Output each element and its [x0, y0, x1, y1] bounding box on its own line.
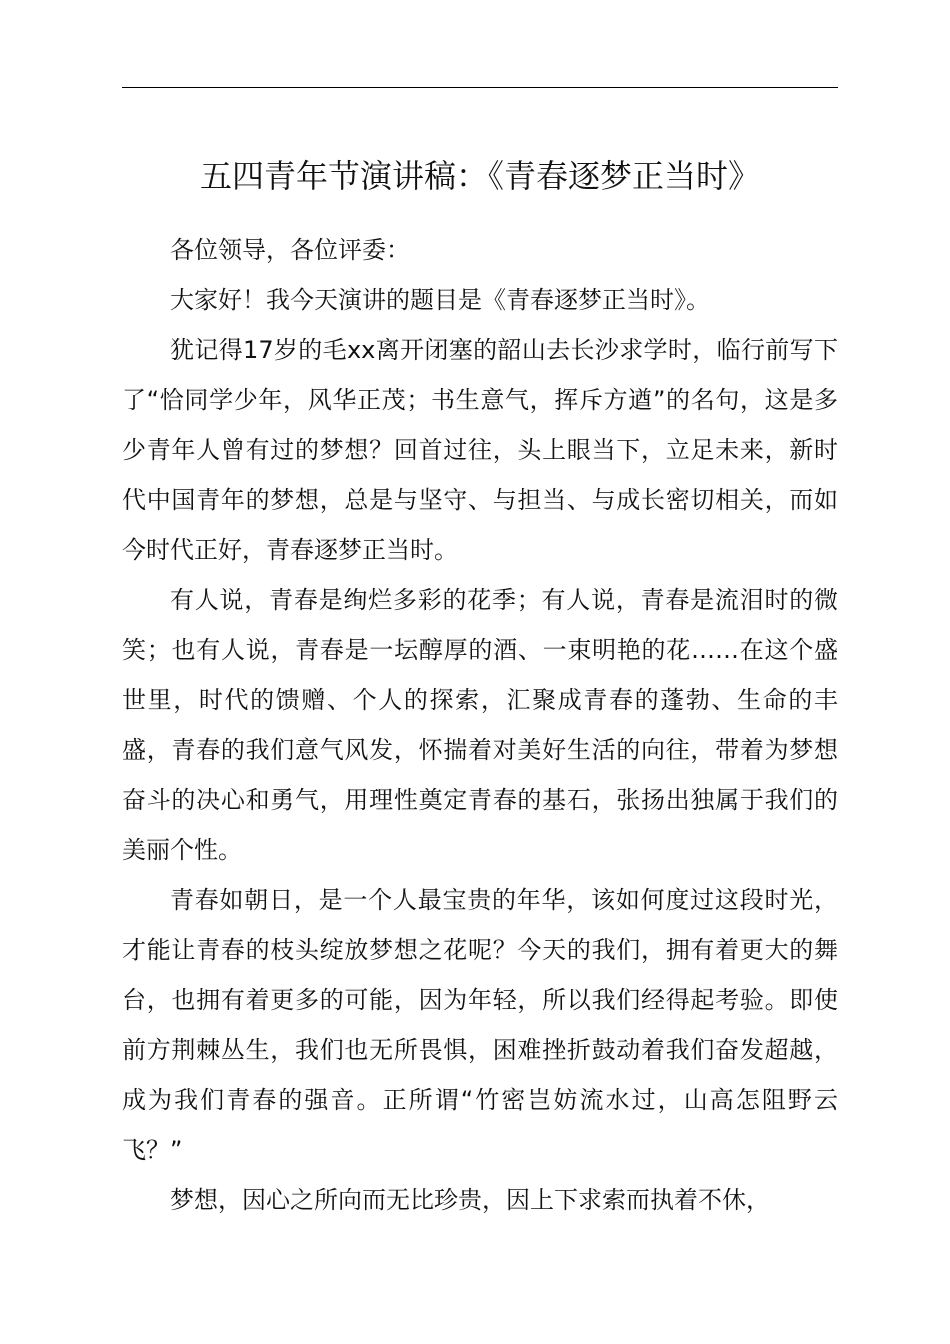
page-title: 五四青年节演讲稿：《青春逐梦正当时》 — [199, 157, 760, 195]
paragraph-salutation: 各位领导，各位评委： — [170, 236, 410, 264]
paragraph-4: 梦想，因心之所向而无比珍贵，因上下求索而执着不休， — [170, 1186, 770, 1214]
speech-body — [122, 225, 838, 1225]
paragraph-3: 青春如朝日，是一个人最宝贵的年华，该如何度过这段时光，才能让青春的枝头绽放梦想之花呢？今天的我们，拥有着更大的舞台，也拥有着更多的可能，因为年轻，所以我们经得起考验。即使前方荆棘丛生，我们也无所畏惧，困难挫折鼓动着我们奋发超越，成为我们青春的强音。正所谓“竹密岂妨流水过，山高怎阻野云飞？” — [122, 886, 838, 1164]
paragraph-2: 有人说，青春是绚烂多彩的花季；有人说，青春是流泪时的微笑；也有人说，青春是一坛醇厚的酒、一束明艳的花……在这个盛世里，时代的馈赠、个人的探索，汇聚成青春的蓬勃、生命的丰盛，青春的我们意气风发，怀揣着对美好生活的向往，带着为梦想奋斗的决心和勇气，用理性奠定青春的基石，张扬出独属于我们的美丽个性。 — [122, 586, 838, 864]
paragraph-1: 犹记得17岁的毛xx离开闭塞的韶山去长沙求学时，临行前写下了“恰同学少年，风华正茂；书生意气，挥斥方遒”的名句，这是多少青年人曾有过的梦想？回首过往，头上眼当下，立足未来，新时代中国青年的梦想，总是与坚守、与担当、与成长密切相关，而如今时代正好，青春逐梦正当时。 — [122, 336, 838, 564]
paragraph-greeting: 大家好！我今天演讲的题目是《青春逐梦正当时》。 — [170, 286, 710, 314]
header-rule — [122, 87, 838, 88]
